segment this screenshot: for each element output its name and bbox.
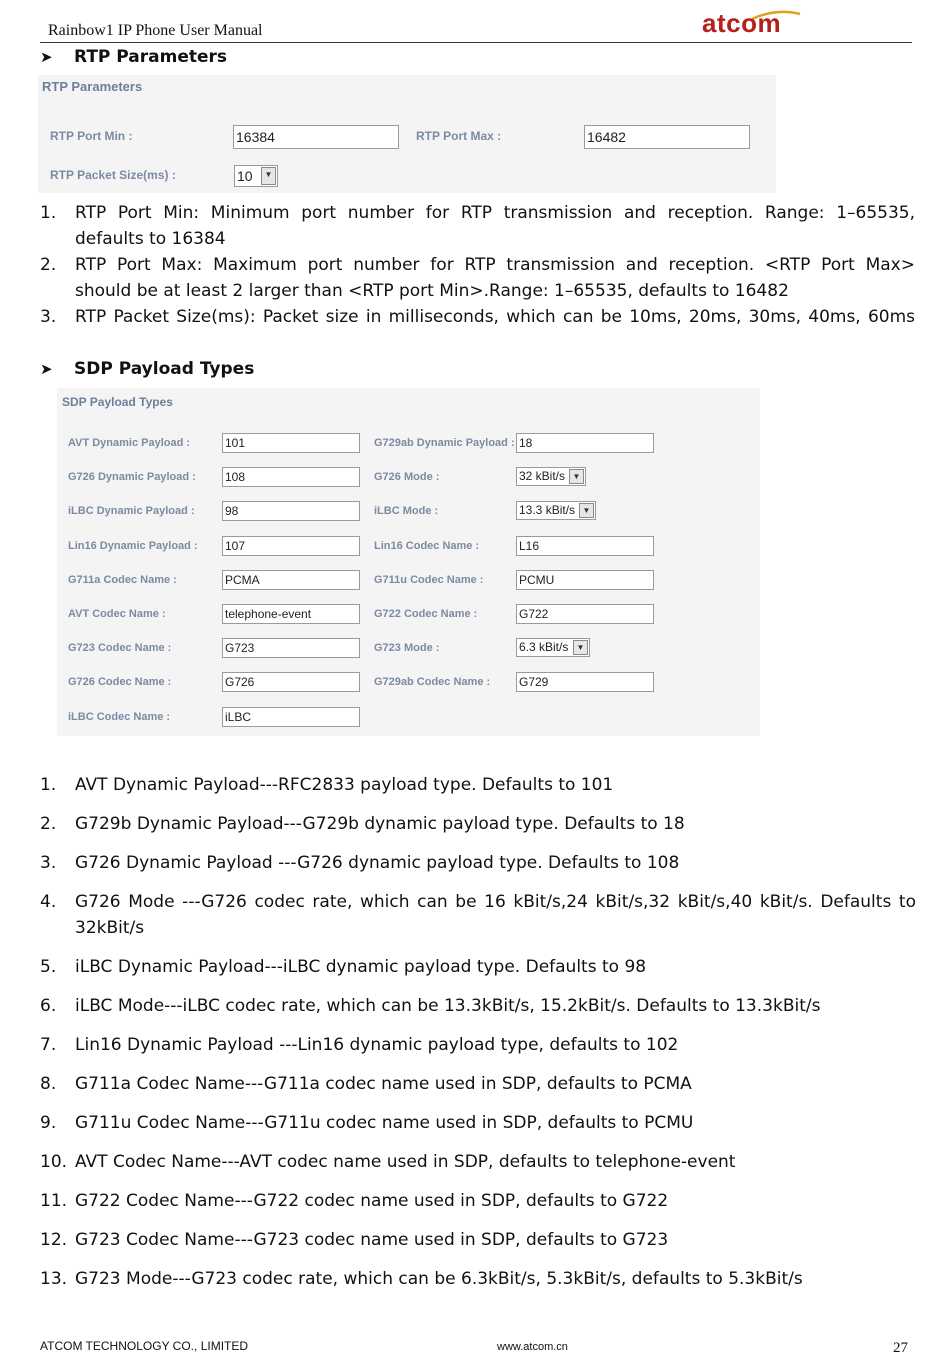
field-label: G711u Codec Name : bbox=[374, 574, 484, 586]
list-item: 5. iLBC Dynamic Payload---iLBC dynamic payload type. Defaults to 98 bbox=[40, 957, 647, 977]
field-select[interactable] bbox=[516, 501, 596, 520]
list-item: 12. G723 Codec Name---G723 codec name used in SDP, defaults to G723 bbox=[40, 1230, 669, 1250]
section-heading-sdp bbox=[40, 359, 254, 379]
field-input[interactable]: 107 bbox=[222, 536, 360, 556]
list-item: 1. RTP Port Min: Minimum port number for RTP transmission and reception. Range: 1–65535, defaults to 16384 bbox=[40, 203, 915, 249]
list-item: 7. Lin16 Dynamic Payload ---Lin16 dynamic payload type, defaults to 102 bbox=[40, 1035, 679, 1055]
field-label: G711a Codec Name : bbox=[68, 574, 177, 586]
field-label: G726 Codec Name : bbox=[68, 676, 172, 688]
field-input[interactable]: 101 bbox=[222, 433, 360, 453]
field-label: AVT Dynamic Payload : bbox=[68, 437, 191, 449]
page-number: 27 bbox=[893, 1340, 908, 1356]
list-item: 2. G729b Dynamic Payload---G729b dynamic payload type. Defaults to 18 bbox=[40, 814, 685, 834]
section-heading-rtp bbox=[40, 47, 227, 67]
section-heading-text: RTP Parameters bbox=[74, 47, 228, 67]
arrowhead-bullet-icon: ➤ bbox=[40, 48, 53, 66]
list-item: 4. G726 Mode ---G726 codec rate, which can be 16 kBit/s,24 kBit/s,32 kBit/s,40 kBit/s. Defaults to 32kBit/s bbox=[40, 892, 916, 938]
field-label: G723 Codec Name : bbox=[68, 642, 172, 654]
header-rule bbox=[40, 42, 912, 43]
list-item: 3. G726 Dynamic Payload ---G726 dynamic payload type. Defaults to 108 bbox=[40, 853, 680, 873]
field-label: G726 Mode : bbox=[374, 471, 440, 483]
field-select-value: 32 kBit/s bbox=[519, 469, 566, 483]
rtp-port-min-input[interactable]: 16384 bbox=[233, 125, 399, 149]
field-select[interactable] bbox=[516, 638, 590, 657]
field-select-value: 13.3 kBit/s bbox=[519, 503, 576, 517]
field-input[interactable]: PCMU bbox=[516, 570, 654, 590]
rtp-packet-size-label: RTP Packet Size(ms) : bbox=[50, 168, 176, 182]
footer-company: ATCOM TECHNOLOGY CO., LIMITED bbox=[40, 1339, 249, 1353]
dropdown-arrow-icon[interactable]: ▼ bbox=[261, 167, 276, 185]
panel-title: RTP Parameters bbox=[42, 79, 143, 94]
field-input[interactable]: 108 bbox=[222, 467, 360, 487]
field-input[interactable]: L16 bbox=[516, 536, 654, 556]
field-label: G726 Dynamic Payload : bbox=[68, 471, 196, 483]
field-label: iLBC Mode : bbox=[374, 505, 439, 517]
rtp-port-max-input[interactable]: 16482 bbox=[584, 125, 750, 149]
atcom-logo: atcom bbox=[702, 8, 782, 38]
rtp-packet-size-select[interactable] bbox=[234, 165, 278, 187]
field-select-value: 6.3 kBit/s bbox=[519, 640, 569, 654]
field-input[interactable]: G726 bbox=[222, 672, 360, 692]
field-label: Lin16 Dynamic Payload : bbox=[68, 540, 198, 552]
list-item: 10. AVT Codec Name---AVT codec name used in SDP, defaults to telephone-event bbox=[40, 1152, 736, 1172]
field-input[interactable]: G729 bbox=[516, 672, 654, 692]
field-input[interactable]: telephone-event bbox=[222, 604, 360, 624]
rtp-port-min-label: RTP Port Min : bbox=[50, 129, 133, 143]
field-input[interactable]: PCMA bbox=[222, 570, 360, 590]
field-input[interactable]: 98 bbox=[222, 501, 360, 521]
field-input[interactable]: G723 bbox=[222, 638, 360, 658]
section-heading-text: SDP Payload Types bbox=[74, 359, 255, 379]
field-label: iLBC Dynamic Payload : bbox=[68, 505, 195, 517]
list-item: 1. AVT Dynamic Payload---RFC2833 payload type. Defaults to 101 bbox=[40, 775, 614, 795]
list-item: 3. RTP Packet Size(ms): Packet size in milliseconds, which can be 10ms, 20ms, 30ms, 40ms, 60ms bbox=[40, 307, 915, 327]
field-label: AVT Codec Name : bbox=[68, 608, 166, 620]
dropdown-arrow-icon[interactable]: ▼ bbox=[579, 503, 594, 518]
arrowhead-bullet-icon: ➤ bbox=[40, 360, 53, 378]
list-item: 13. G723 Mode---G723 codec rate, which can be 6.3kBit/s, 5.3kBit/s, defaults to 5.3kBit/s bbox=[40, 1269, 803, 1289]
sdp-payload-types-panel bbox=[57, 388, 760, 736]
field-label: Lin16 Codec Name : bbox=[374, 540, 480, 552]
field-label: G722 Codec Name : bbox=[374, 608, 478, 620]
list-item: 6. iLBC Mode---iLBC codec rate, which can be 13.3kBit/s, 15.2kBit/s. Defaults to 13.3kBit/s bbox=[40, 996, 821, 1016]
field-label: G729ab Dynamic Payload : bbox=[374, 437, 515, 449]
field-select[interactable] bbox=[516, 467, 586, 486]
list-item: 9. G711u Codec Name---G711u codec name used in SDP, defaults to PCMU bbox=[40, 1113, 694, 1133]
dropdown-arrow-icon[interactable]: ▼ bbox=[569, 469, 584, 484]
field-label: G729ab Codec Name : bbox=[374, 676, 491, 688]
list-item: 11. G722 Codec Name---G722 codec name used in SDP, defaults to G722 bbox=[40, 1191, 669, 1211]
list-item: 8. G711a Codec Name---G711a codec name used in SDP, defaults to PCMA bbox=[40, 1074, 692, 1094]
rtp-packet-size-value: 10 bbox=[237, 168, 253, 184]
rtp-parameters-panel bbox=[38, 75, 776, 193]
panel-title: SDP Payload Types bbox=[62, 395, 173, 409]
field-label: iLBC Codec Name : bbox=[68, 711, 171, 723]
field-input[interactable]: iLBC bbox=[222, 707, 360, 727]
dropdown-arrow-icon[interactable]: ▼ bbox=[573, 640, 588, 655]
field-label: G723 Mode : bbox=[374, 642, 440, 654]
rtp-port-max-label: RTP Port Max : bbox=[416, 129, 502, 143]
field-input[interactable]: G722 bbox=[516, 604, 654, 624]
list-item: 2. RTP Port Max: Maximum port number for RTP transmission and reception. <RTP Port Max> should be at least 2 larger than <RTP port Min>.Range: 1–65535, defaults to 16482 bbox=[40, 255, 915, 301]
field-input[interactable]: 18 bbox=[516, 433, 654, 453]
document-title: Rainbow1 IP Phone User Manual bbox=[48, 22, 263, 39]
footer-website-link[interactable]: www.atcom.cn bbox=[497, 1341, 568, 1353]
